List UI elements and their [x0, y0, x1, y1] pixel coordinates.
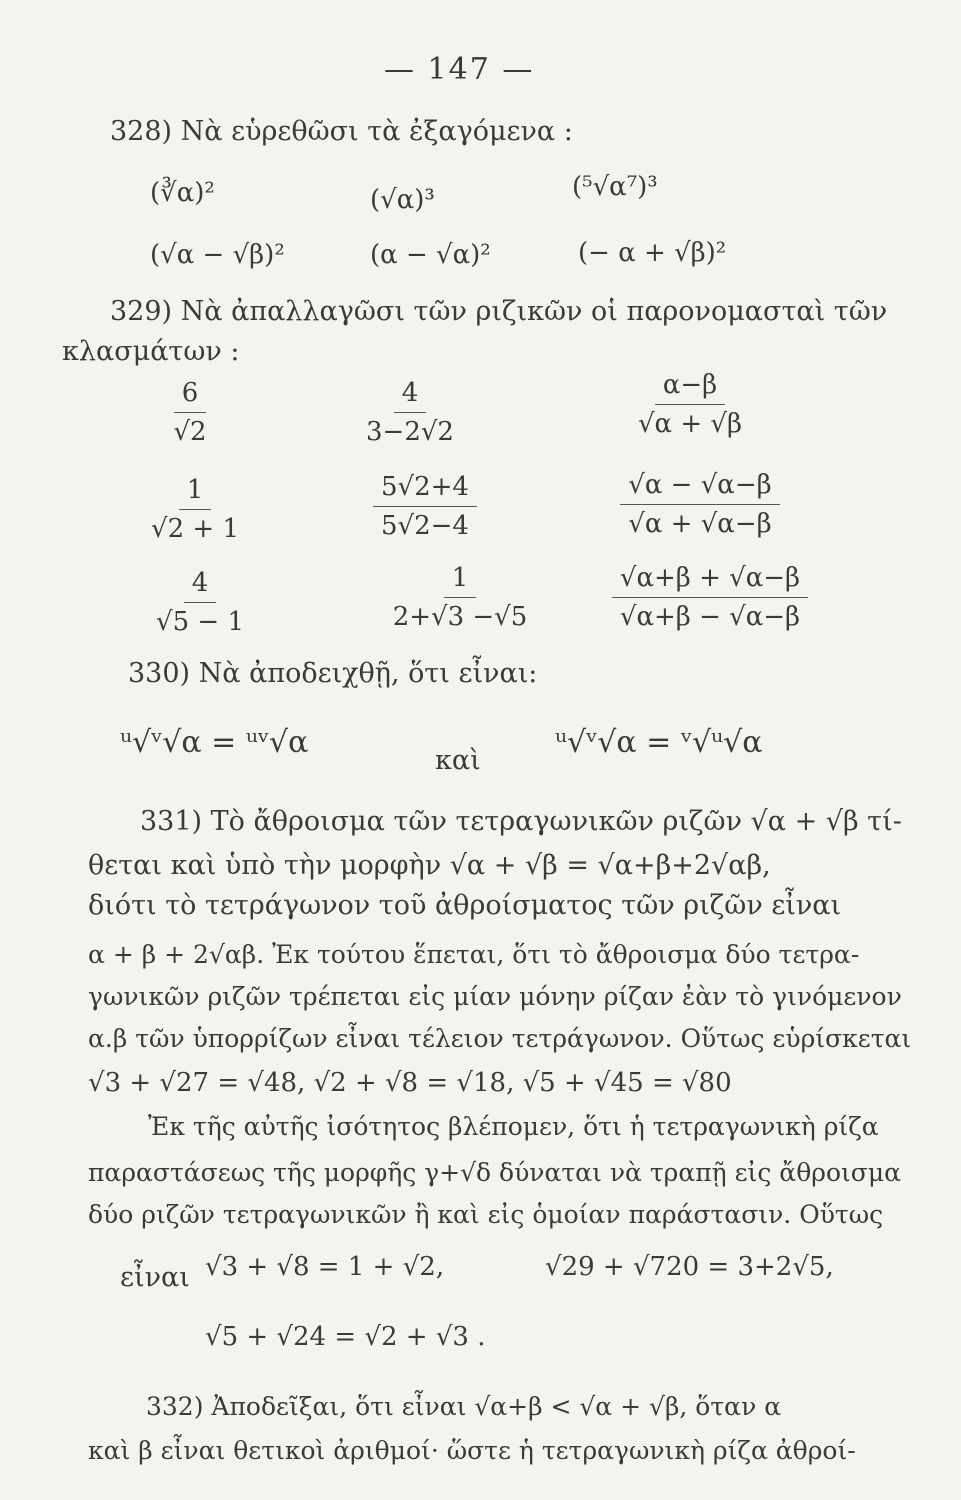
fraction-2: [340, 378, 480, 447]
einai-label: εἶναι: [120, 1262, 190, 1293]
exercise-331-line-8: Ἐκ τῆς αὐτῆς ἰσότητος βλέπομεν, ὅτι ἡ τετραγωνικὴ ρίζα: [148, 1112, 879, 1141]
expr-328-1: (∛α)²: [150, 178, 215, 208]
fraction-9-num: √α+β + √α−β: [612, 563, 808, 598]
fraction-6-den: √α + √α−β: [628, 509, 772, 539]
exercise-331-line-4: α + β + 2√αβ. Ἐκ τούτου ἕπεται, ὅτι τὸ ἄθροισμα δύο τετρα-: [88, 940, 860, 969]
exercise-331-line-3: διότι τὸ τετράγωνον τοῦ ἀθροίσματος τῶν ριζῶν εἶναι: [88, 890, 842, 921]
fraction-4-num: 1: [179, 475, 212, 510]
expr-328-6: (− α + √β)²: [578, 238, 727, 268]
expr-328-3: (⁵√α⁷)³: [572, 172, 658, 202]
exercise-331-line-5: γωνικῶν ριζῶν τρέπεται εἰς μίαν μόνην ρίζαν ἐὰν τὸ γινόμενον: [88, 982, 902, 1011]
fraction-6-num: √α − √α−β: [620, 470, 779, 505]
fraction-8: [370, 563, 550, 632]
exercise-332-line-2: καὶ β εἶναι θετικοὶ ἀριθμοί· ὥστε ἡ τετραγωνικὴ ρίζα ἀθροί-: [88, 1436, 856, 1465]
fraction-7-num: 4: [184, 568, 217, 603]
fraction-2-den: 3−2√2: [366, 417, 454, 447]
fraction-5-den: 5√2−4: [381, 511, 469, 541]
fraction-1: [140, 378, 240, 447]
exercise-329-heading: 329) Νὰ ἀπαλλαγῶσι τῶν ριζικῶν οἱ παρονομασταὶ τῶν: [110, 296, 888, 327]
fraction-5: [350, 472, 500, 541]
fraction-7: [135, 568, 265, 637]
formula-330-left: ᵘ√ᵛ√α = ᵘᵛ√α: [120, 725, 309, 760]
fraction-7-den: √5 − 1: [156, 607, 244, 637]
exercise-331-line-1: 331) Τὸ ἄθροισμα τῶν τετραγωνικῶν ριζῶν √α + √β τί-: [140, 806, 902, 837]
page-number: — 147 —: [384, 52, 535, 87]
formula-330-and: καὶ: [435, 745, 481, 776]
fraction-9-den: √α+β − √α−β: [619, 602, 801, 632]
equation-3: √5 + √24 = √2 + √3 .: [205, 1322, 486, 1352]
expr-328-2: (√α)³: [370, 185, 435, 215]
fraction-1-den: √2: [173, 417, 207, 447]
fraction-2-num: 4: [394, 378, 427, 413]
expr-328-4: (√α − √β)²: [150, 240, 285, 270]
equation-2: √29 + √720 = 3+2√5,: [545, 1252, 834, 1282]
fraction-5-num: 5√2+4: [373, 472, 477, 507]
fraction-3: [595, 370, 785, 439]
fraction-9: [595, 563, 825, 632]
exercise-330-heading: 330) Νὰ ἀποδειχθῇ, ὅτι εἶναι:: [128, 658, 538, 689]
exercise-331-line-2: θεται καὶ ὑπὸ τὴν μορφὴν √α + √β = √α+β+2√αβ,: [88, 850, 771, 881]
exercise-331-line-10: δύο ριζῶν τετραγωνικῶν ἢ καὶ εἰς ὁμοίαν παράστασιν. Οὕτως: [88, 1200, 884, 1229]
equation-1: √3 + √8 = 1 + √2,: [205, 1252, 445, 1282]
fraction-1-num: 6: [174, 378, 207, 413]
fraction-4-den: √2 + 1: [151, 514, 239, 544]
fraction-6: [595, 470, 805, 539]
fraction-4: [135, 475, 255, 544]
fraction-8-num: 1: [444, 563, 477, 598]
exercise-328-heading: 328) Νὰ εὑρεθῶσι τὰ ἐξαγόμενα :: [110, 116, 573, 147]
expr-328-5: (α − √α)²: [370, 240, 491, 270]
fraction-3-den: √α + √β: [637, 409, 743, 439]
fraction-3-num: α−β: [655, 370, 725, 405]
fraction-8-den: 2+√3 −√5: [392, 602, 528, 632]
exercise-331-examples: √3 + √27 = √48, √2 + √8 = √18, √5 + √45 = √80: [88, 1068, 732, 1098]
exercise-332-line-1: 332) Ἀποδεῖξαι, ὅτι εἶναι √α+β < √α + √β, ὅταν α: [146, 1392, 782, 1421]
formula-330-right: ᵘ√ᵛ√α = ᵛ√ᵘ√α: [555, 725, 763, 760]
exercise-329-heading-cont: κλασμάτων :: [62, 336, 240, 367]
exercise-331-line-6: α.β τῶν ὑπορρίζων εἶναι τέλειον τετράγωνον. Οὕτως εὑρίσκεται: [88, 1024, 912, 1053]
exercise-331-line-9: παραστάσεως τῆς μορφῆς γ+√δ δύναται νὰ τραπῇ εἰς ἄθροισμα: [88, 1158, 901, 1187]
